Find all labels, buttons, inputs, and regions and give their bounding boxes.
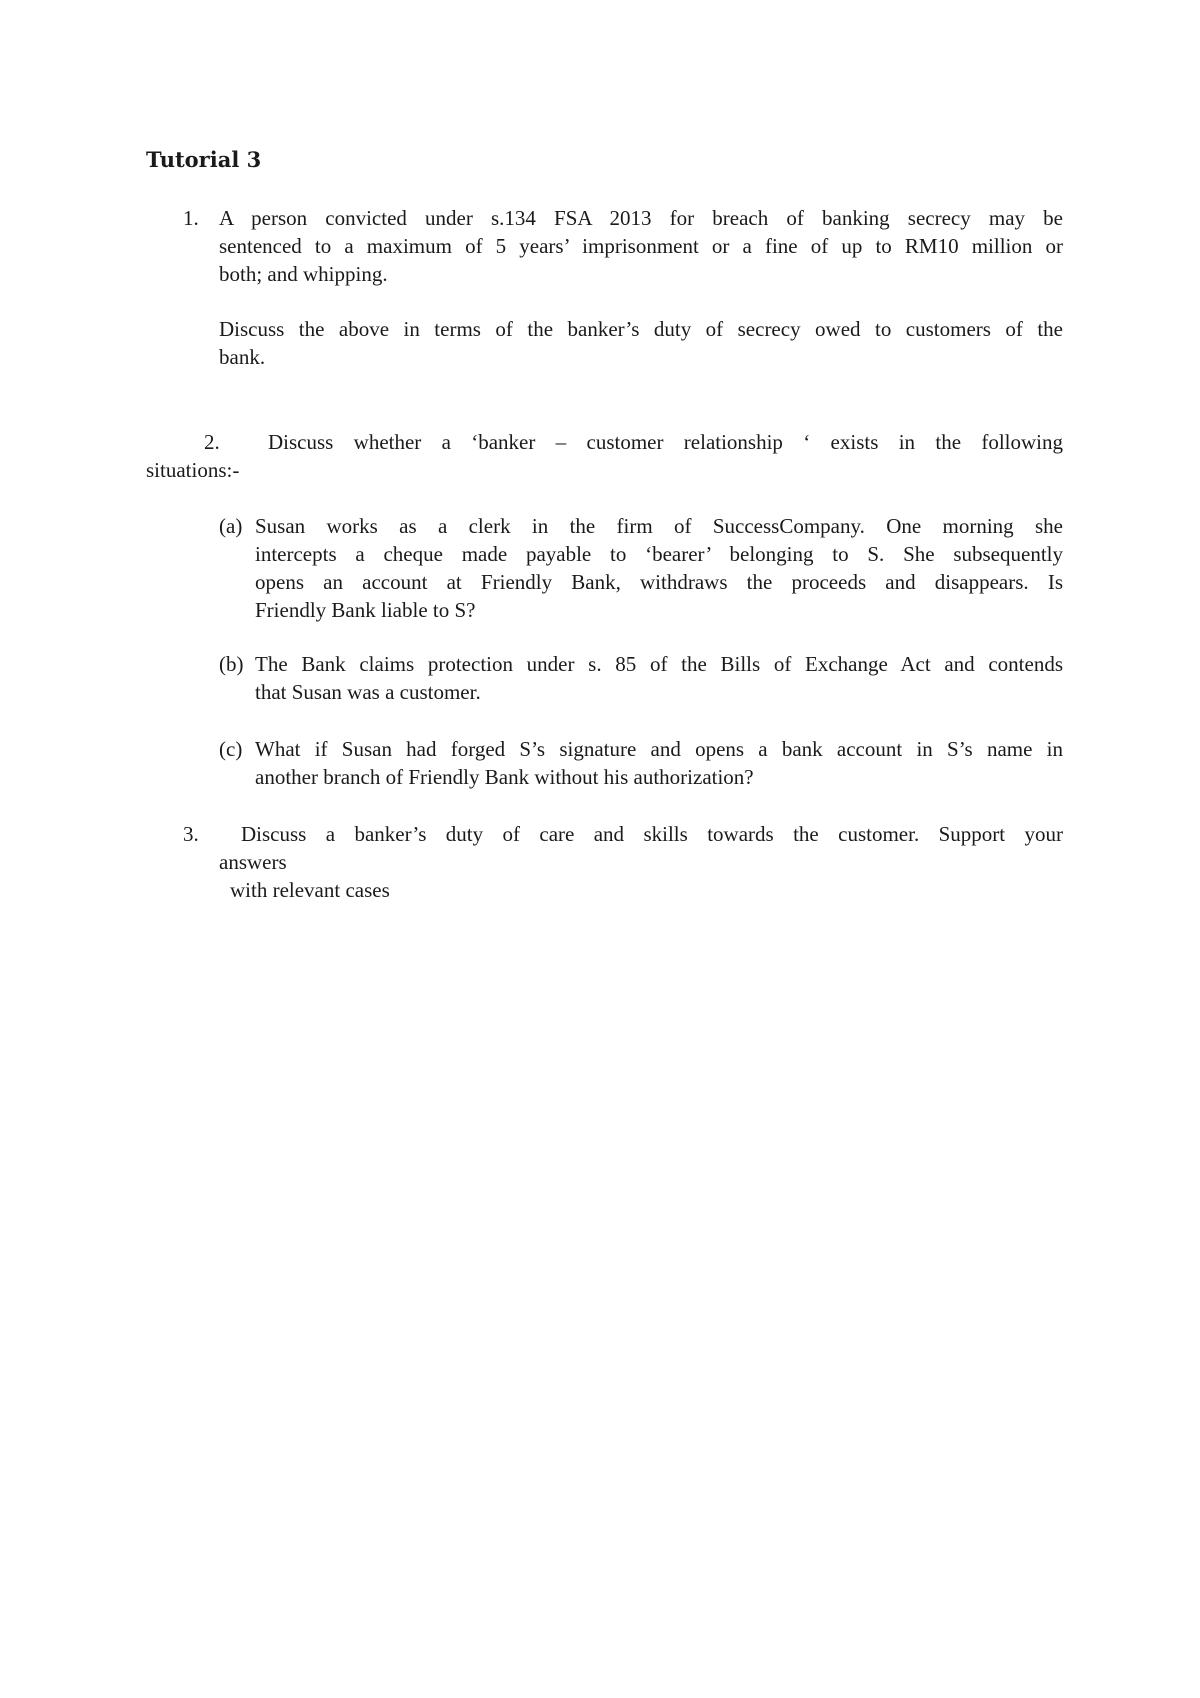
question-2a-line-3: opens an account at Friendly Bank, withdraws the proceeds and disappears. Is	[255, 570, 1063, 594]
question-3-line-1-wrap	[241, 820, 1063, 848]
question-3-line-3-wrap	[230, 876, 830, 904]
question-2b-line-1: The Bank claims protection under s. 85 of the Bills of Exchange Act and contends	[255, 652, 1063, 676]
question-2b-line-2: that Susan was a customer.	[255, 680, 481, 704]
question-2c-label: (c)	[219, 737, 243, 761]
question-2-intro-line-2: situations:-	[146, 458, 240, 482]
question-3-line-2-wrap	[219, 848, 819, 876]
question-2a-label: (a)	[219, 514, 243, 538]
question-3-number: 3.	[183, 822, 199, 846]
question-1-discussion-line-1: Discuss the above in terms of the banker’s duty of secrecy owed to customers of the	[219, 317, 1063, 341]
question-1-number: 1.	[183, 206, 199, 230]
question-1-line-1: A person convicted under s.134 FSA 2013 for breach of banking secrecy may be	[219, 206, 1063, 230]
question-1-text	[219, 204, 1063, 288]
question-2-intro-line-1-wrap	[268, 428, 1063, 456]
question-3-line-3: with relevant cases	[230, 878, 390, 902]
question-1-discussion-line-2: bank.	[219, 345, 266, 369]
question-2c-line-2: another branch of Friendly Bank without his authorization?	[255, 765, 754, 789]
question-2b-text	[255, 650, 1063, 706]
question-3-line-2: answers	[219, 850, 287, 874]
question-2-intro-line-1: Discuss whether a ‘banker – customer relationship ‘ exists in the following	[268, 430, 1063, 454]
question-2a-line-1: Susan works as a clerk in the firm of SuccessCompany. One morning she	[255, 514, 1063, 538]
question-2a-text	[255, 512, 1063, 624]
question-2-intro-line-2-wrap	[146, 456, 746, 484]
question-2a-line-4: Friendly Bank liable to S?	[255, 598, 476, 622]
question-1-line-3: both; and whipping.	[219, 262, 388, 286]
question-2-number: 2.	[204, 430, 220, 454]
question-2c-line-1: What if Susan had forged S’s signature and opens a bank account in S’s name in	[255, 737, 1063, 761]
question-2a-line-2: intercepts a cheque made payable to ‘bearer’ belonging to S. She subsequently	[255, 542, 1063, 566]
document-title: Tutorial 3	[146, 147, 262, 172]
question-2c-text	[255, 735, 1063, 791]
question-3-line-1: Discuss a banker’s duty of care and skills towards the customer. Support your	[241, 822, 1063, 846]
question-1-line-2: sentenced to a maximum of 5 years’ imprisonment or a fine of up to RM10 million or	[219, 234, 1063, 258]
question-1-discussion	[219, 315, 1063, 371]
question-2b-label: (b)	[219, 652, 244, 676]
